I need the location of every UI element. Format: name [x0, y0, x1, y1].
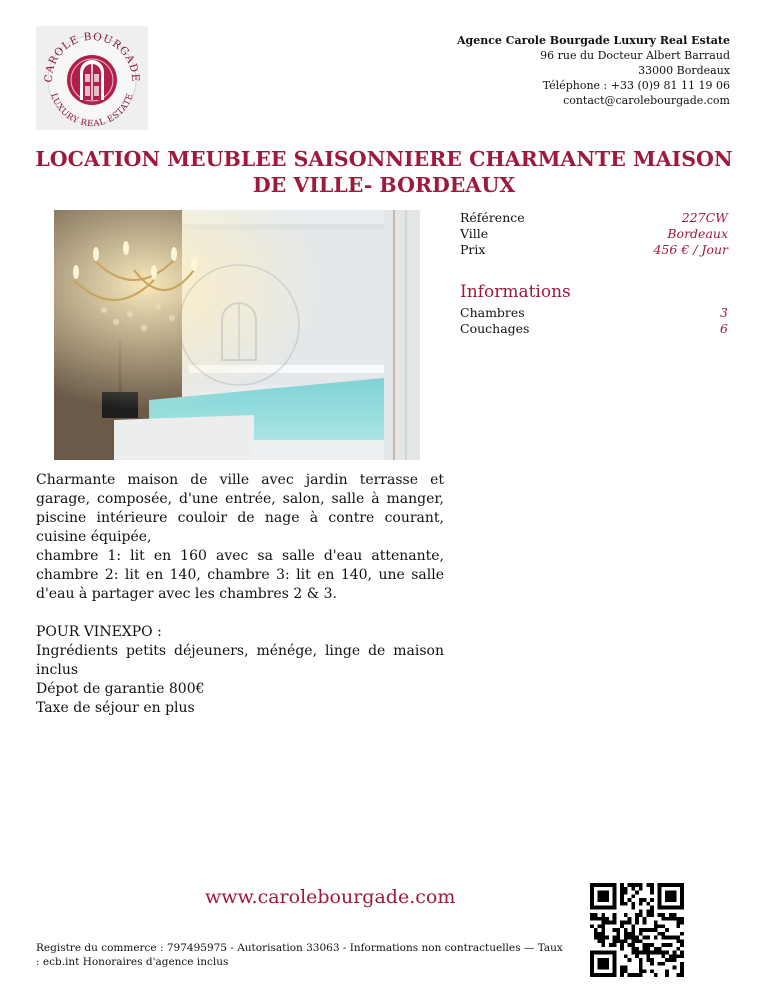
- description-paragraph: Charmante maison de ville avec jardin terrasse et garage, composée, d'une entrée, salon, salle à manger, piscine intérieure couloir de nage à contre courant, cuisine équipée,: [36, 472, 444, 545]
- agency-info: [457, 33, 730, 108]
- door-icon: [67, 55, 117, 105]
- legal-footer: Registre du commerce : 797495975 - Autorisation 33063 - Informations non contractuelles — Taux : ecb.int Honoraires d'agence inclus: [36, 942, 563, 968]
- detail-label: Référence: [460, 210, 525, 225]
- extras-line: Taxe de séjour en plus: [36, 700, 195, 716]
- detail-value: 456 € / Jour: [653, 242, 728, 257]
- agency-logo: [36, 26, 148, 130]
- detail-label: Prix: [460, 242, 486, 257]
- extras-line: Dépot de garantie 800€: [36, 681, 205, 697]
- detail-label: Ville: [460, 226, 489, 241]
- extras-line: POUR VINEXPO :: [36, 624, 162, 640]
- listing-details: [460, 210, 728, 337]
- agency-phone: Téléphone : +33 (0)9 81 11 19 06: [542, 79, 730, 92]
- detail-value: Bordeaux: [667, 226, 728, 241]
- info-value: 6: [720, 321, 728, 336]
- agency-email: contact@carolebourgade.com: [563, 94, 730, 107]
- agency-postal: 33000 Bordeaux: [638, 64, 730, 77]
- info-label: Couchages: [460, 321, 530, 336]
- listing-description: [36, 471, 444, 718]
- logo-text-bottom: LUXURY REAL ESTATE: [48, 92, 136, 130]
- detail-row-reference: [460, 210, 728, 226]
- detail-row-price: [460, 242, 728, 258]
- description-paragraph: chambre 1: lit en 160 avec sa salle d'eau attenante, chambre 2: lit en 140, chambre 3: lit en 140, une salle d'eau à partager avec les chambres 2 & 3.: [36, 548, 444, 602]
- info-row-bedrooms: [460, 305, 728, 321]
- detail-value: 227CW: [681, 210, 728, 225]
- qr-code-icon: [590, 883, 684, 977]
- listing-title: LOCATION MEUBLEE SAISONNIERE CHARMANTE MAISON DE VILLE- BORDEAUX: [35, 147, 733, 197]
- property-photo: [54, 210, 420, 460]
- agency-address: 96 rue du Docteur Albert Barraud: [540, 49, 730, 62]
- info-label: Chambres: [460, 305, 525, 320]
- info-value: 3: [720, 305, 728, 320]
- info-heading: Informations: [460, 282, 571, 302]
- extras-line: Ingrédients petits déjeuners, ménége, linge de maison inclus: [36, 643, 444, 678]
- agency-name: Agence Carole Bourgade Luxury Real Estate: [457, 34, 730, 47]
- detail-row-city: [460, 226, 728, 242]
- website-link[interactable]: www.carolebourgade.com: [205, 886, 456, 908]
- info-row-sleeps: [460, 321, 728, 337]
- logo-text-top: CAROLE BOURGADE: [42, 30, 142, 83]
